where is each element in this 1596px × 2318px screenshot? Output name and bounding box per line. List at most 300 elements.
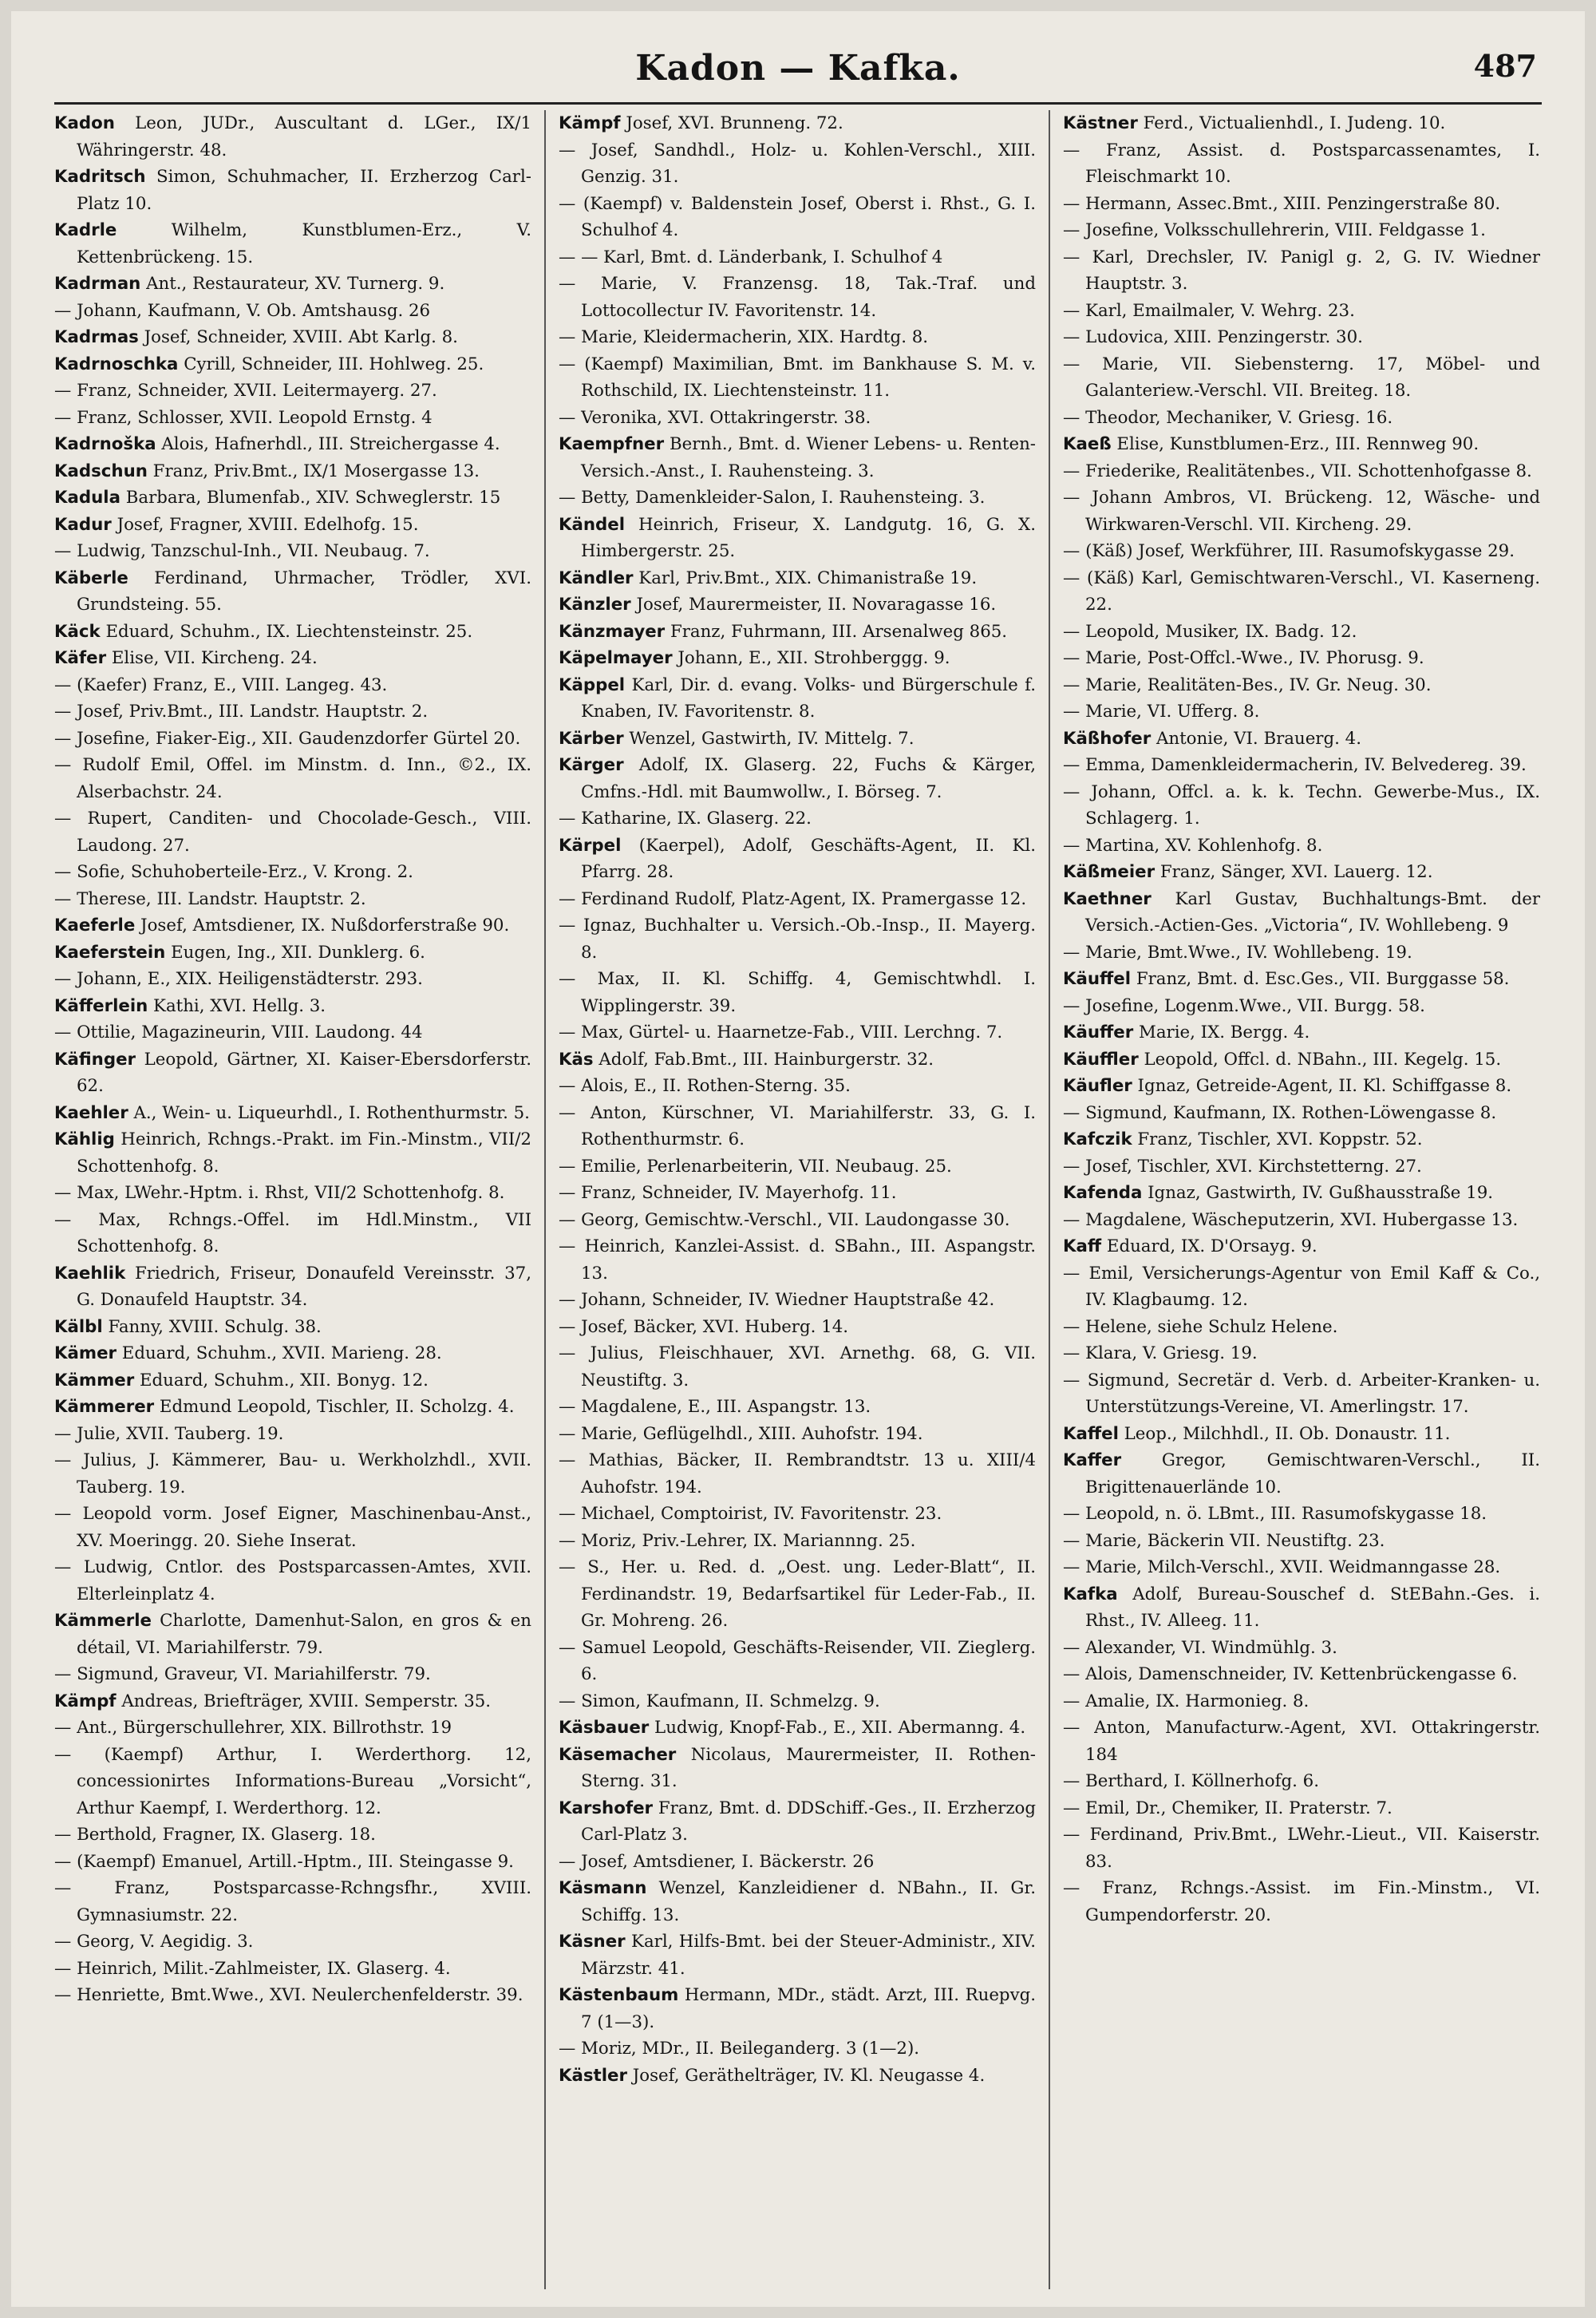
directory-entry <box>1063 110 1540 137</box>
entry-details: Ferdinand, Uhrmacher, Trödler, XVI. Grundsteing. 55. <box>77 568 531 615</box>
entry-surname: Karshofer <box>559 1798 654 1818</box>
entry-details: — Ottilie, Magazineurin, VIII. Laudong. 44 <box>54 1023 423 1042</box>
running-title: Kadon — Kafka. <box>635 48 961 89</box>
directory-entry <box>54 912 531 939</box>
entry-details: Antonie, VI. Brauerg. 4. <box>1151 728 1361 749</box>
directory-entry <box>559 1233 1036 1287</box>
entry-surname: Kaffel <box>1063 1423 1119 1444</box>
directory-entry <box>1063 939 1540 967</box>
entry-surname: Kändler <box>559 568 634 588</box>
entry-details: Friedrich, Friseur, Donaufeld Vereinsstr. 37, G. Donaufeld Hauptstr. 34. <box>77 1263 531 1310</box>
entry-details: Leon, JUDr., Auscultant d. LGer., IX/1 Währingerstr. 48. <box>77 113 531 160</box>
directory-entry <box>54 1260 531 1314</box>
directory-entry <box>1063 833 1540 860</box>
entry-details: — Michael, Comptoirist, IV. Favoritenstr. 23. <box>559 1504 942 1524</box>
entry-details: — Marie, Milch-Verschl., XVII. Weidmanngasse 28. <box>1063 1557 1501 1577</box>
entry-surname: Käfer <box>54 648 107 668</box>
entry-details: — Karl, Emailmaler, V. Wehrg. 23. <box>1063 300 1355 321</box>
directory-entry <box>559 565 1036 592</box>
directory-entry <box>1063 217 1540 244</box>
entry-details: — Heinrich, Milit.-Zahlmeister, IX. Glaserg. 4. <box>54 1958 451 1979</box>
entry-details: Charlotte, Damenhut-Salon, en gros & en détail, VI. Mariahilferstr. 79. <box>77 1611 531 1658</box>
column-2 <box>559 110 1036 2289</box>
directory-entry <box>54 1849 531 1876</box>
directory-entry <box>1063 886 1540 939</box>
directory-entry <box>559 1849 1036 1876</box>
entry-details: Ferd., Victualienhdl., I. Judeng. 10. <box>1137 113 1446 133</box>
directory-entry <box>559 1207 1036 1234</box>
entry-surname: Kaeferle <box>54 916 136 936</box>
entry-details: Adolf, Bureau-Souschef d. StEBahn.-Ges. i. Rhst., IV. Alleeg. 11. <box>1085 1584 1540 1631</box>
directory-entry <box>1063 1421 1540 1448</box>
entry-details: — Amalie, IX. Harmonieg. 8. <box>1063 1691 1310 1711</box>
entry-details: Karl, Dir. d. evang. Volks- und Bürgerschule f. Knaben, IV. Favoritenstr. 8. <box>581 674 1036 722</box>
entry-details: — Magdalene, Wäscheputzerin, XVI. Hubergasse 13. <box>1063 1209 1519 1230</box>
entry-details: Ludwig, Knopf-Fab., E., XII. Abermanng. 4. <box>649 1718 1026 1738</box>
directory-entry <box>54 645 531 672</box>
directory-entry <box>1063 1715 1540 1768</box>
entry-details: — Marie, V. Franzensg. 18, Tak.-Traf. und Lottocollectur IV. Favoritenstr. 14. <box>559 274 1036 321</box>
directory-entry <box>1063 1554 1540 1581</box>
directory-entry <box>54 298 531 325</box>
entry-details: — Johann, Schneider, IV. Wiedner Hauptstraße 42. <box>559 1290 995 1310</box>
directory-entry <box>54 1180 531 1207</box>
directory-entry <box>559 244 1036 271</box>
directory-entry <box>1063 672 1540 699</box>
directory-entry <box>54 538 531 565</box>
entry-details: Eduard, Schuhm., XVII. Marieng. 28. <box>117 1343 442 1363</box>
directory-entry <box>559 726 1036 753</box>
directory-entry <box>54 1100 531 1127</box>
entry-surname: Kadschun <box>54 461 148 481</box>
entry-details: — Julius, Fleischhauer, XVI. Arnethg. 68, G. VII. Neustiftg. 3. <box>559 1343 1036 1390</box>
directory-entry <box>559 1100 1036 1153</box>
entry-details: — Martina, XV. Kohlenhofg. 8. <box>1063 835 1323 856</box>
directory-entry <box>559 1447 1036 1501</box>
directory-entry <box>54 1688 531 1715</box>
directory-entry <box>54 1822 531 1849</box>
entry-details: — Sigmund, Secretär d. Verb. d. Arbeiter-Kranken- u. Unterstützungs-Vereine, VI. Amerlingstr. 17. <box>1063 1370 1540 1417</box>
entry-surname: Kadrle <box>54 220 117 240</box>
directory-entry <box>54 726 531 753</box>
entry-details: Josef, Schneider, XVIII. Abt Karlg. 8. <box>138 327 458 347</box>
directory-entry <box>54 324 531 351</box>
entry-details: — Heinrich, Kanzlei-Assist. d. SBahn., III. Aspangstr. 13. <box>559 1236 1036 1284</box>
entry-surname: Kafka <box>1063 1584 1118 1604</box>
directory-entry <box>559 485 1036 512</box>
directory-entry <box>1063 1100 1540 1127</box>
entry-surname: Kärber <box>559 728 624 749</box>
entry-details: — Josef, Tischler, XVI. Kirchstetterng. 27. <box>1063 1156 1422 1177</box>
entry-details: — Katharine, IX. Glaserg. 22. <box>559 809 812 829</box>
directory-entry <box>559 1287 1036 1314</box>
entry-details: Franz, Bmt. d. DDSchiff.-Ges., II. Erzherzog Carl-Platz 3. <box>581 1798 1036 1845</box>
directory-entry <box>559 672 1036 726</box>
directory-entry <box>54 351 531 378</box>
entry-details: Josef, Geräthelträger, IV. Kl. Neugasse 4. <box>626 2065 986 2086</box>
directory-entry <box>559 2063 1036 2090</box>
entry-details: — Josefine, Volksschullehrerin, VIII. Feldgasse 1. <box>1063 220 1486 240</box>
directory-entry <box>559 1528 1036 1555</box>
entry-details: — Rupert, Canditen- und Chocolade-Gesch., VIII. Laudong. 27. <box>54 809 531 856</box>
directory-entry <box>559 1635 1036 1688</box>
directory-entry <box>54 752 531 805</box>
entry-details: — Alois, Damenschneider, IV. Kettenbrückengasse 6. <box>1063 1664 1518 1684</box>
directory-entry <box>559 1501 1036 1528</box>
entry-details: — Josef, Amtsdiener, I. Bäckerstr. 26 <box>559 1851 875 1872</box>
directory-entry <box>1063 485 1540 538</box>
directory-entry <box>54 1421 531 1448</box>
entry-details: — Johann, Kaufmann, V. Ob. Amtshausg. 26 <box>54 300 431 321</box>
directory-entry <box>1063 1501 1540 1528</box>
entry-details: Alois, Hafnerhdl., III. Streichergasse 4. <box>156 434 500 454</box>
directory-entry <box>1063 1635 1540 1662</box>
entry-details: — Max, II. Kl. Schiffg. 4, Gemischtwhdl. I. Wipplingerstr. 39. <box>559 969 1036 1016</box>
entry-surname: Käufler <box>1063 1076 1132 1096</box>
entry-details: — Berthard, I. Köllnerhofg. 6. <box>1063 1771 1319 1791</box>
entry-surname: Käfinger <box>54 1049 136 1070</box>
directory-entry <box>1063 645 1540 672</box>
directory-entry <box>1063 1875 1540 1928</box>
entry-details: — Hermann, Assec.Bmt., XIII. Penzingerstraße 80. <box>1063 193 1501 214</box>
directory-entry <box>1063 1153 1540 1181</box>
entry-details: Marie, IX. Bergg. 4. <box>1133 1023 1310 1042</box>
entry-details: — Ferdinand, Priv.Bmt., LWehr.-Lieut., VII. Kaiserstr. 83. <box>1063 1825 1540 1872</box>
directory-entry <box>1063 1314 1540 1341</box>
entry-surname: Kadur <box>54 514 112 535</box>
entry-details: — Ferdinand Rudolf, Platz-Agent, IX. Pramergasse 12. <box>559 888 1027 909</box>
directory-entry <box>559 619 1036 646</box>
directory-entry <box>54 431 531 458</box>
entry-details: Barbara, Blumenfab., XIV. Schweglerstr. 15 <box>120 488 501 508</box>
entry-surname: Käfferlein <box>54 995 148 1016</box>
directory-entry <box>559 1928 1036 1982</box>
entry-details: — Mathias, Bäcker, II. Rembrandtstr. 13 u. XIII/4 Auhofstr. 194. <box>559 1450 1036 1497</box>
directory-entry <box>559 912 1036 966</box>
directory-entry <box>54 1394 531 1421</box>
entry-details: — Josef, Bäcker, XVI. Huberg. 14. <box>559 1316 849 1337</box>
directory-entry <box>559 1982 1036 2035</box>
entry-details: — Moriz, Priv.-Lehrer, IX. Mariannng. 25. <box>559 1530 916 1551</box>
entry-details: Ignaz, Getreide-Agent, II. Kl. Schiffgasse 8. <box>1132 1076 1512 1096</box>
directory-entry <box>54 1928 531 1956</box>
directory-entry <box>54 1742 531 1822</box>
directory-entry <box>559 1153 1036 1181</box>
entry-surname: Kaeß <box>1063 434 1112 454</box>
entry-surname: Kärpel <box>559 835 622 856</box>
entry-details: Eduard, Schuhm., IX. Liechtensteinstr. 25. <box>100 621 473 642</box>
directory-entry <box>1063 966 1540 993</box>
directory-entry <box>54 565 531 619</box>
entry-details: Simon, Schuhmacher, II. Erzherzog Carl-Platz 10. <box>77 167 531 214</box>
directory-entry <box>1063 191 1540 218</box>
entry-details: Wenzel, Gastwirth, IV. Mittelg. 7. <box>623 728 915 749</box>
directory-entry <box>54 1367 531 1394</box>
entry-details: Franz, Priv.Bmt., IX/1 Mosergasse 13. <box>147 461 480 481</box>
directory-entry <box>1063 538 1540 565</box>
entry-details: — Klara, V. Griesg. 19. <box>1063 1343 1258 1363</box>
directory-entry <box>1063 1180 1540 1207</box>
directory-entry <box>54 1207 531 1260</box>
entry-surname: Käsemacher <box>559 1744 677 1765</box>
directory-entry <box>1063 1073 1540 1100</box>
directory-entry <box>1063 1581 1540 1635</box>
entry-details: — Marie, Bäckerin VII. Neustiftg. 23. <box>1063 1530 1385 1551</box>
entry-details: — Samuel Leopold, Geschäfts-Reisender, VII. Zieglerg. 6. <box>559 1637 1036 1684</box>
directory-entry <box>559 1180 1036 1207</box>
entry-details: Gregor, Gemischtwaren-Verschl., II. Brigittenauerlände 10. <box>1085 1450 1540 1497</box>
entry-surname: Käuffler <box>1063 1049 1139 1070</box>
directory-entry <box>1063 298 1540 325</box>
entry-details: — Sigmund, Graveur, VI. Mariahilferstr. 79. <box>54 1664 431 1684</box>
entry-details: — Franz, Postsparcasse-Rchngsfhr., XVIII. Gymnasiumstr. 22. <box>54 1878 531 1925</box>
entry-details: Eduard, Schuhm., XII. Bonyg. 12. <box>134 1370 429 1390</box>
entry-details: — (Kaempf) Emanuel, Artill.-Hptm., III. Steingasse 9. <box>54 1851 514 1872</box>
entry-details: — Henriette, Bmt.Wwe., XVI. Neulerchenfelderstr. 39. <box>54 1985 523 2005</box>
directory-entry <box>559 324 1036 351</box>
directory-entry <box>1063 351 1540 405</box>
entry-surname: Kämmer <box>54 1370 135 1390</box>
entry-details: — Sigmund, Kaufmann, IX. Rothen-Löwengasse 8. <box>1063 1102 1497 1123</box>
entry-details: — (Kaempf) v. Baldenstein Josef, Oberst i. Rhst., G. I. Schulhof 4. <box>559 193 1036 240</box>
entry-details: Adolf, Fab.Bmt., III. Hainburgerstr. 32. <box>593 1049 934 1070</box>
entry-details: Leopold, Gärtner, XI. Kaiser-Ebersdorferstr. 62. <box>77 1049 531 1096</box>
directory-entry <box>559 405 1036 432</box>
entry-details: Josef, XVI. Brunneng. 72. <box>620 113 843 133</box>
entry-details: Karl, Priv.Bmt., XIX. Chimanistraße 19. <box>633 568 978 588</box>
entry-details: — Josefine, Logenm.Wwe., VII. Burgg. 58. <box>1063 995 1425 1016</box>
entry-surname: Kämer <box>54 1343 117 1363</box>
entry-details: — (Kaefer) Franz, E., VIII. Langeg. 43. <box>54 674 388 695</box>
entry-details: — Franz, Schneider, IV. Mayerhofg. 11. <box>559 1183 897 1203</box>
entry-details: — Marie, VII. Siebensterng. 17, Möbel- und Galanteriew.-Verschl. VII. Breiteg. 18. <box>1063 354 1540 401</box>
entry-details: Hermann, MDr., städt. Arzt, III. Ruepvg. 7 (1—3). <box>581 1985 1036 2032</box>
directory-entry <box>1063 431 1540 458</box>
entry-details: — Karl, Drechsler, IV. Panigl g. 2, G. IV. Wiedner Hauptstr. 3. <box>1063 247 1540 294</box>
entry-details: — Georg, V. Aegidig. 3. <box>54 1932 254 1952</box>
entry-details: — Emil, Versicherungs-Agentur von Emil Kaff & Co., IV. Klagbaumg. 12. <box>1063 1263 1540 1310</box>
directory-entry <box>559 805 1036 833</box>
directory-entry <box>1063 698 1540 726</box>
directory-entry <box>54 164 531 217</box>
entry-details: — Marie, Geflügelhdl., XIII. Auhofstr. 194. <box>559 1423 923 1444</box>
directory-entry <box>559 2035 1036 2063</box>
entry-surname: Känzmayer <box>559 621 666 642</box>
directory-entry <box>559 1742 1036 1795</box>
entry-surname: Käsbauer <box>559 1718 650 1738</box>
directory-entry <box>54 859 531 886</box>
directory-entry <box>559 512 1036 565</box>
directory-entry <box>559 1688 1036 1715</box>
directory-entry <box>1063 1688 1540 1715</box>
directory-entry <box>54 217 531 271</box>
directory-entry <box>54 271 531 298</box>
entry-details: — Theodor, Mechaniker, V. Griesg. 16. <box>1063 407 1393 428</box>
entry-details: — Veronika, XVI. Ottakringerstr. 38. <box>559 407 871 428</box>
entry-surname: Kadrnoška <box>54 434 156 454</box>
directory-entry <box>54 458 531 485</box>
entry-details: — Rudolf Emil, Offel. im Minstm. d. Inn., ©2., IX. Alserbachstr. 24. <box>54 755 531 802</box>
entry-details: — Marie, Realitäten-Bes., IV. Gr. Neug. 30. <box>1063 674 1432 695</box>
entry-surname: Käberle <box>54 568 128 588</box>
entry-details: — Betty, Damenkleider-Salon, I. Rauhensteing. 3. <box>559 488 986 508</box>
directory-entry <box>559 1421 1036 1448</box>
entry-surname: Käsner <box>559 1932 626 1952</box>
directory-entry <box>1063 726 1540 753</box>
entry-details: — Julie, XVII. Tauberg. 19. <box>54 1423 284 1444</box>
entry-details: — Moriz, MDr., II. Beileganderg. 3 (1—2). <box>559 2039 920 2059</box>
entry-details: — — Karl, Bmt. d. Länderbank, I. Schulhof 4 <box>559 247 943 267</box>
directory-entry <box>1063 1528 1540 1555</box>
directory-entry <box>1063 1822 1540 1875</box>
entry-details: Wenzel, Kanzleidiener d. NBahn., II. Gr. Schiffg. 13. <box>581 1878 1036 1925</box>
directory-entry <box>54 1661 531 1688</box>
column-3 <box>1063 110 1540 2289</box>
entry-surname: Käuffel <box>1063 969 1132 989</box>
entry-details: — Franz, Schneider, XVII. Leitermayerg. 27. <box>54 381 437 401</box>
directory-entry <box>1063 1233 1540 1260</box>
directory-entry <box>559 966 1036 1019</box>
entry-details: Franz, Fuhrmann, III. Arsenalweg 865. <box>665 621 1008 642</box>
directory-entry <box>54 1956 531 1983</box>
entry-details: — Ludovica, XIII. Penzingerstr. 30. <box>1063 327 1363 347</box>
directory-entry <box>1063 405 1540 432</box>
entry-details: Kathi, XVI. Hellg. 3. <box>148 995 326 1016</box>
entry-details: Ant., Restaurateur, XV. Turnerg. 9. <box>140 274 445 294</box>
entry-details: — Marie, Bmt.Wwe., IV. Wohllebeng. 19. <box>1063 942 1412 963</box>
entry-details: Elise, VII. Kircheng. 24. <box>106 648 318 668</box>
entry-details: — Johann, E., XIX. Heiligenstädterstr. 293. <box>54 969 423 989</box>
directory-entry <box>1063 1340 1540 1367</box>
directory-entry <box>1063 1447 1540 1501</box>
entry-details: — Sofie, Schuhoberteile-Erz., V. Krong. 2. <box>54 862 413 882</box>
directory-entry <box>54 1982 531 2009</box>
entry-surname: Kaethner <box>1063 888 1152 909</box>
directory-entry <box>1063 1795 1540 1822</box>
directory-entry <box>54 993 531 1020</box>
directory-entry <box>1063 324 1540 351</box>
entry-details: — Ant., Bürgerschullehrer, XIX. Billrothstr. 19 <box>54 1718 452 1738</box>
entry-surname: Kämpf <box>54 1691 117 1711</box>
entry-details: — Max, Rchngs.-Offel. im Hdl.Minstm., VII Schottenhofg. 8. <box>54 1209 531 1256</box>
entry-surname: Käsmann <box>559 1878 647 1898</box>
entry-details: — Johann, Offcl. a. k. k. Techn. Gewerbe-Mus., IX. Schlagerg. 1. <box>1063 781 1540 829</box>
entry-details: — Emma, Damenkleidermacherin, IV. Belvedereg. 39. <box>1063 755 1527 775</box>
entry-details: — (Käß) Karl, Gemischtwaren-Verschl., VI. Kaserneng. 22. <box>1063 568 1540 615</box>
entry-surname: Käs <box>559 1049 594 1070</box>
entry-details: — Franz, Rchngs.-Assist. im Fin.-Minstm., VI. Gumpendorferstr. 20. <box>1063 1878 1540 1925</box>
entry-details: — Josef, Sandhdl., Holz- u. Kohlen-Verschl., XIII. Genzig. 31. <box>559 140 1036 187</box>
entry-surname: Kaempfner <box>559 434 665 454</box>
column-1 <box>54 110 531 2289</box>
entry-details: — Franz, Assist. d. Postsparcassenamtes, I. Fleischmarkt 10. <box>1063 140 1540 187</box>
directory-entry <box>559 351 1036 405</box>
directory-entry <box>559 431 1036 485</box>
directory-entry <box>1063 1367 1540 1421</box>
entry-details: — Emil, Dr., Chemiker, II. Praterstr. 7. <box>1063 1798 1393 1818</box>
entry-surname: Kaehlik <box>54 1263 126 1284</box>
entry-surname: Kadrman <box>54 274 141 294</box>
entry-details: Ignaz, Gastwirth, IV. Gußhausstraße 19. <box>1142 1183 1494 1203</box>
directory-entry <box>54 805 531 859</box>
entry-details: — Magdalene, E., III. Aspangstr. 13. <box>559 1397 871 1417</box>
entry-details: Cyrill, Schneider, III. Hohlweg. 25. <box>178 354 484 374</box>
header-rule <box>54 102 1542 105</box>
entry-details: Andreas, Briefträger, XVIII. Semperstr. 35. <box>116 1691 492 1711</box>
entry-surname: Känzler <box>559 595 631 615</box>
directory-entry <box>559 1394 1036 1421</box>
directory-entry <box>1063 993 1540 1020</box>
directory-entry <box>559 110 1036 137</box>
entry-details: Bernh., Bmt. d. Wiener Lebens- u. Renten-Versich.-Anst., I. Rauhensteing. 3. <box>581 434 1036 481</box>
entry-details: — (Kaempf) Maximilian, Bmt. im Bankhause S. M. v. Rothschild, IX. Liechtensteinstr. 11. <box>559 354 1036 401</box>
directory-entry <box>54 1608 531 1661</box>
directory-entry <box>559 191 1036 244</box>
directory-entry <box>559 1795 1036 1849</box>
directory-entry <box>54 512 531 539</box>
entry-surname: Kadula <box>54 488 120 508</box>
column-divider <box>544 110 546 2289</box>
column-divider <box>1049 110 1050 2289</box>
entry-details: — Max, Gürtel- u. Haarnetze-Fab., VIII. Lerchng. 7. <box>559 1023 1003 1042</box>
entry-details: Leopold, Offcl. d. NBahn., III. Kegelg. 15. <box>1138 1049 1502 1070</box>
entry-details: — Ludwig, Cntlor. des Postsparcassen-Amtes, XVII. Elterleinplatz 4. <box>54 1557 531 1604</box>
entry-surname: Kästner <box>1063 113 1138 133</box>
entry-details: Franz, Sänger, XVI. Lauerg. 12. <box>1155 862 1433 882</box>
entry-surname: Käck <box>54 621 101 642</box>
directory-entry <box>54 405 531 432</box>
entry-surname: Kadritsch <box>54 167 146 187</box>
directory-entry <box>559 1046 1036 1074</box>
directory-entry <box>559 1875 1036 1928</box>
entry-surname: Kändel <box>559 514 626 535</box>
directory-entry <box>559 137 1036 191</box>
entry-surname: Kämmerer <box>54 1397 155 1417</box>
entry-details: — Ignaz, Buchhalter u. Versich.-Ob.-Insp., II. Mayerg. 8. <box>559 916 1036 963</box>
directory-page <box>11 11 1585 2307</box>
directory-entry <box>54 1019 531 1046</box>
entry-surname: Käuffer <box>1063 1023 1134 1042</box>
directory-entry <box>54 1314 531 1341</box>
entry-details: Heinrich, Rchngs.-Prakt. im Fin.-Minstm., VII/2 Schottenhofg. 8. <box>77 1129 531 1177</box>
directory-entry <box>1063 1661 1540 1688</box>
directory-entry <box>559 645 1036 672</box>
directory-entry <box>1063 619 1540 646</box>
directory-entry <box>1063 1207 1540 1234</box>
entry-surname: Kämpf <box>559 113 621 133</box>
entry-details: Johann, E., XII. Strohberggg. 9. <box>672 648 950 668</box>
entry-details: — Anton, Kürschner, VI. Mariahilferstr. 33, G. I. Rothenthurmstr. 6. <box>559 1102 1036 1149</box>
directory-entry <box>54 619 531 646</box>
entry-details: Franz, Tischler, XVI. Koppstr. 52. <box>1132 1129 1423 1149</box>
entry-details: — Ludwig, Tanzschul-Inh., VII. Neubaug. 7. <box>54 541 430 561</box>
directory-entry <box>559 886 1036 913</box>
entry-details: — Anton, Manufacturw.-Agent, XVI. Ottakringerstr. 184 <box>1063 1718 1540 1765</box>
directory-entry <box>1063 565 1540 619</box>
directory-entry <box>54 1715 531 1742</box>
entry-details: — Georg, Gemischtw.-Verschl., VII. Laudongasse 30. <box>559 1209 1010 1230</box>
entry-details: Eugen, Ing., XII. Dunklerg. 6. <box>165 942 425 963</box>
entry-surname: Kafenda <box>1063 1183 1143 1203</box>
directory-entry <box>54 1554 531 1608</box>
entry-details: — Simon, Kaufmann, II. Schmelzg. 9. <box>559 1691 880 1711</box>
entry-details: Edmund Leopold, Tischler, II. Scholzg. 4. <box>154 1397 515 1417</box>
entry-surname: Kärger <box>559 755 624 775</box>
directory-entry <box>1063 137 1540 191</box>
entry-surname: Kafczik <box>1063 1129 1132 1149</box>
entry-details: — Emilie, Perlenarbeiterin, VII. Neubaug. 25. <box>559 1156 952 1177</box>
directory-entry <box>1063 1019 1540 1046</box>
